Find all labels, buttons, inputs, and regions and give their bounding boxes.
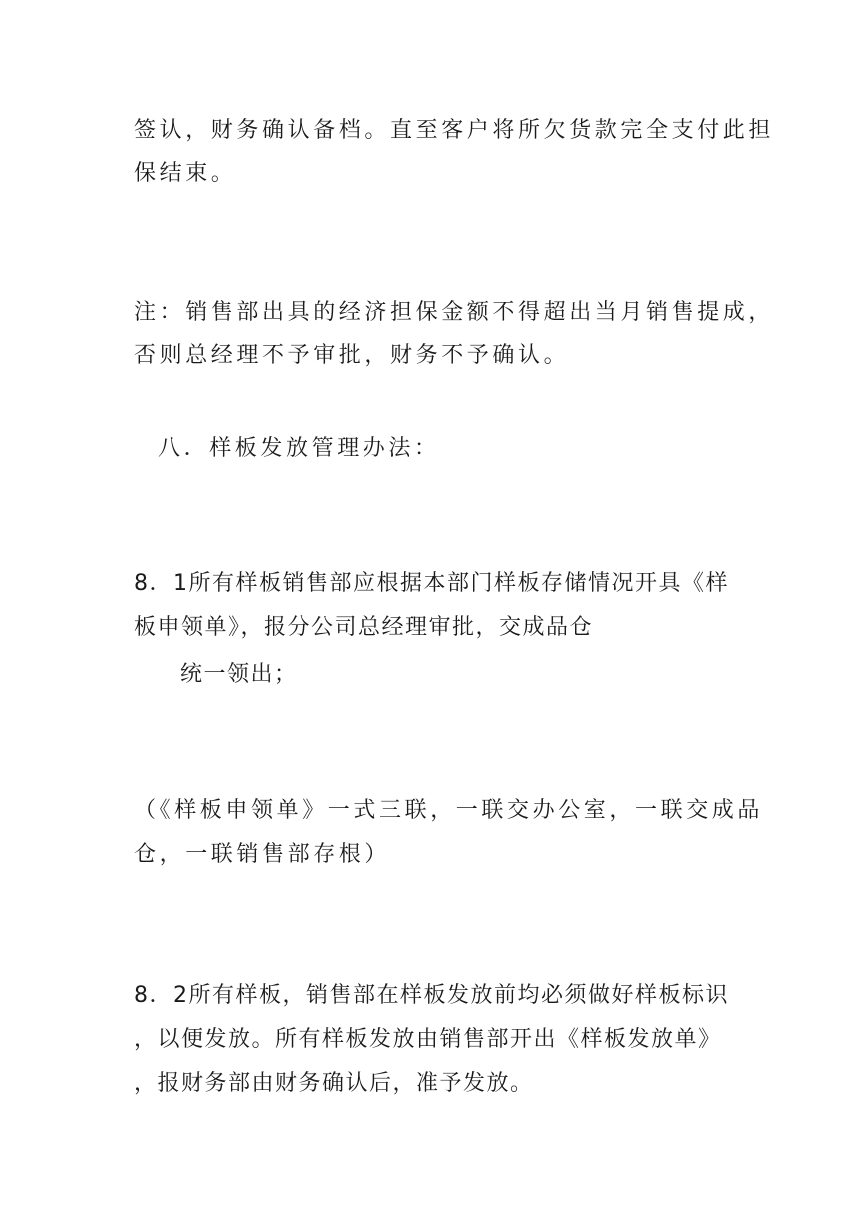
clause-8-1-line-1: 8．1所有样板销售部应根据本部门样板存储情况开具《样	[134, 571, 729, 596]
clause-8-1-line-2: 板申领单》，报分公司总经理审批，交成品仓	[134, 615, 594, 640]
parenthetical-line-1: （《样板申领单》一式三联，一联交办公室，一联交成品	[134, 798, 764, 823]
clause-8-2-line-1: 8．2所有样板，销售部在样板发放前均必须做好样板标识	[134, 983, 729, 1008]
paragraph-1-line-1: 签认，财务确认备档。直至客户将所欠货款完全支付此担	[134, 118, 775, 143]
paragraph-1-line-2: 保结束。	[134, 161, 237, 186]
clause-8-2-line-3: ，报财务部由财务确认后，准予发放。	[134, 1071, 534, 1096]
section-heading: 八．样板发放管理办法：	[158, 436, 440, 461]
clause-8-2-line-2: ，以便发放。所有样板发放由销售部开出《样板发放单》	[134, 1027, 722, 1052]
note-line-1: 注：销售部出具的经济担保金额不得超出当月销售提成，	[134, 300, 775, 325]
parenthetical-line-2: 仓，一联销售部存根）	[134, 842, 391, 867]
note-line-2: 否则总经理不予审批，财务不予确认。	[134, 343, 570, 368]
clause-8-1-line-3: 统一领出；	[180, 662, 298, 687]
